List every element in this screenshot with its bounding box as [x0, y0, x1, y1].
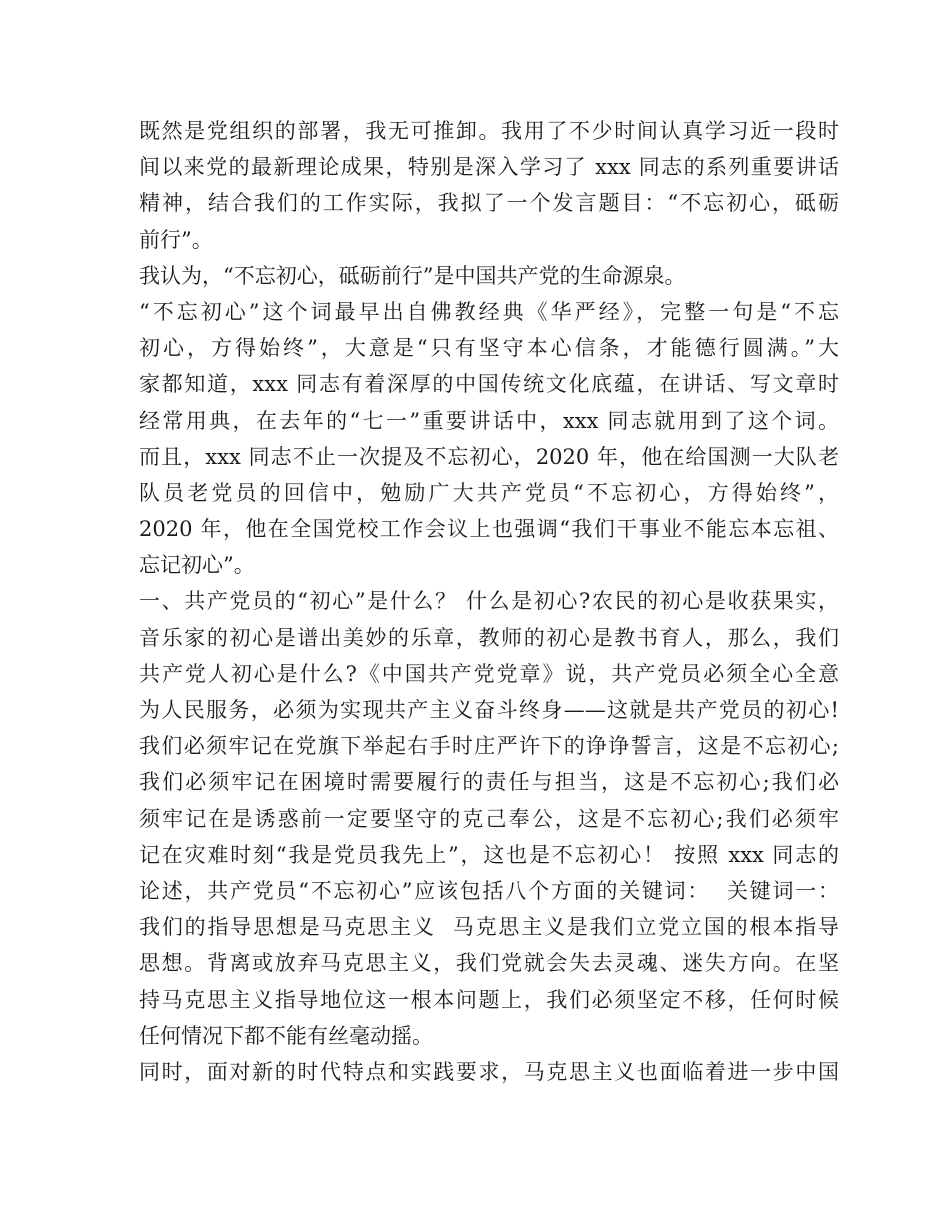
text-line: “不忘初心”这个词最早出自佛教经典《华严经》，完整一句是“不忘	[139, 299, 839, 324]
text-line: 而且，xxx 同志不止一次提及不忘初心，2020 年，他在给国测一大队老	[139, 444, 839, 469]
text-line: 经常用典，在去年的“七一”重要讲话中，xxx 同志就用到了这个词。	[139, 408, 839, 433]
text-line: 我们的指导思想是马克思主义 马克思主义是我们立党立国的根本指导	[139, 915, 839, 940]
text-line: 思想。背离或放弃马克思主义，我们党就会失去灵魂、迷失方向。在坚	[139, 951, 839, 976]
text-line: 共产党人初心是什么?《中国共产党党章》说，共产党员必须全心全意	[139, 661, 839, 686]
text-line: 同时，面对新的时代特点和实践要求，马克思主义也面临着进一步中国	[139, 1059, 839, 1084]
text-line: 我认为，“不忘初心，砥砺前行”是中国共产党的生命源泉。	[139, 263, 686, 288]
text-line: 忘记初心”。	[139, 553, 255, 578]
text-line: 我们必须牢记在党旗下举起右手时庄严许下的诤诤誓言，这是不忘初心;	[139, 734, 839, 759]
text-line: 既然是党组织的部署，我无可推卸。我用了不少时间认真学习近一段时	[139, 119, 839, 143]
text-line: 记在灾难时刻“我是党员我先上”，这也是不忘初心！ 按照 xxx 同志的	[139, 842, 839, 867]
text-line: 2020 年，他在全国党校工作会议上也强调“我们干事业不能忘本忘祖、	[139, 517, 839, 542]
text-line: 持马克思主义指导地位这一根本问题上，我们必须坚定不移，任何时候	[139, 987, 839, 1012]
text-line: 前行”。	[139, 227, 213, 252]
text-line: 为人民服务，必须为实现共产主义奋斗终身——这就是共产党员的初心!	[139, 698, 839, 722]
text-line: 队员老党员的回信中，勉励广大共产党员“不忘初心，方得始终”，	[139, 480, 839, 505]
text-line: 家都知道，xxx 同志有着深厚的中国传统文化底蕴，在讲话、写文章时	[139, 372, 839, 397]
text-line: 音乐家的初心是谱出美妙的乐章，教师的初心是教书育人，那么，我们	[139, 625, 839, 650]
text-line: 论述，共产党员“不忘初心”应该包括八个方面的关键词： 关键词一：	[139, 878, 839, 903]
text-line: 须牢记在是诱惑前一定要坚守的克己奉公，这是不忘初心;我们必须牢	[139, 806, 839, 831]
text-line: 我们必须牢记在困境时需要履行的责任与担当，这是不忘初心;我们必	[139, 770, 839, 795]
text-line: 任何情况下都不能有丝毫动摇。	[139, 1023, 433, 1048]
text-line: 精神，结合我们的工作实际，我拟了一个发言题目：“不忘初心，砥砺	[139, 191, 839, 216]
text-line: 初心，方得始终”，大意是“只有坚守本心信条，才能德行圆满。”大	[139, 336, 839, 361]
text-line: 一、共产党员的“初心”是什么？ 什么是初心?农民的初心是收获果实，	[139, 589, 839, 614]
text-line: 间以来党的最新理论成果，特别是深入学习了 xxx 同志的系列重要讲话	[139, 155, 839, 180]
document-body	[139, 113, 839, 1090]
